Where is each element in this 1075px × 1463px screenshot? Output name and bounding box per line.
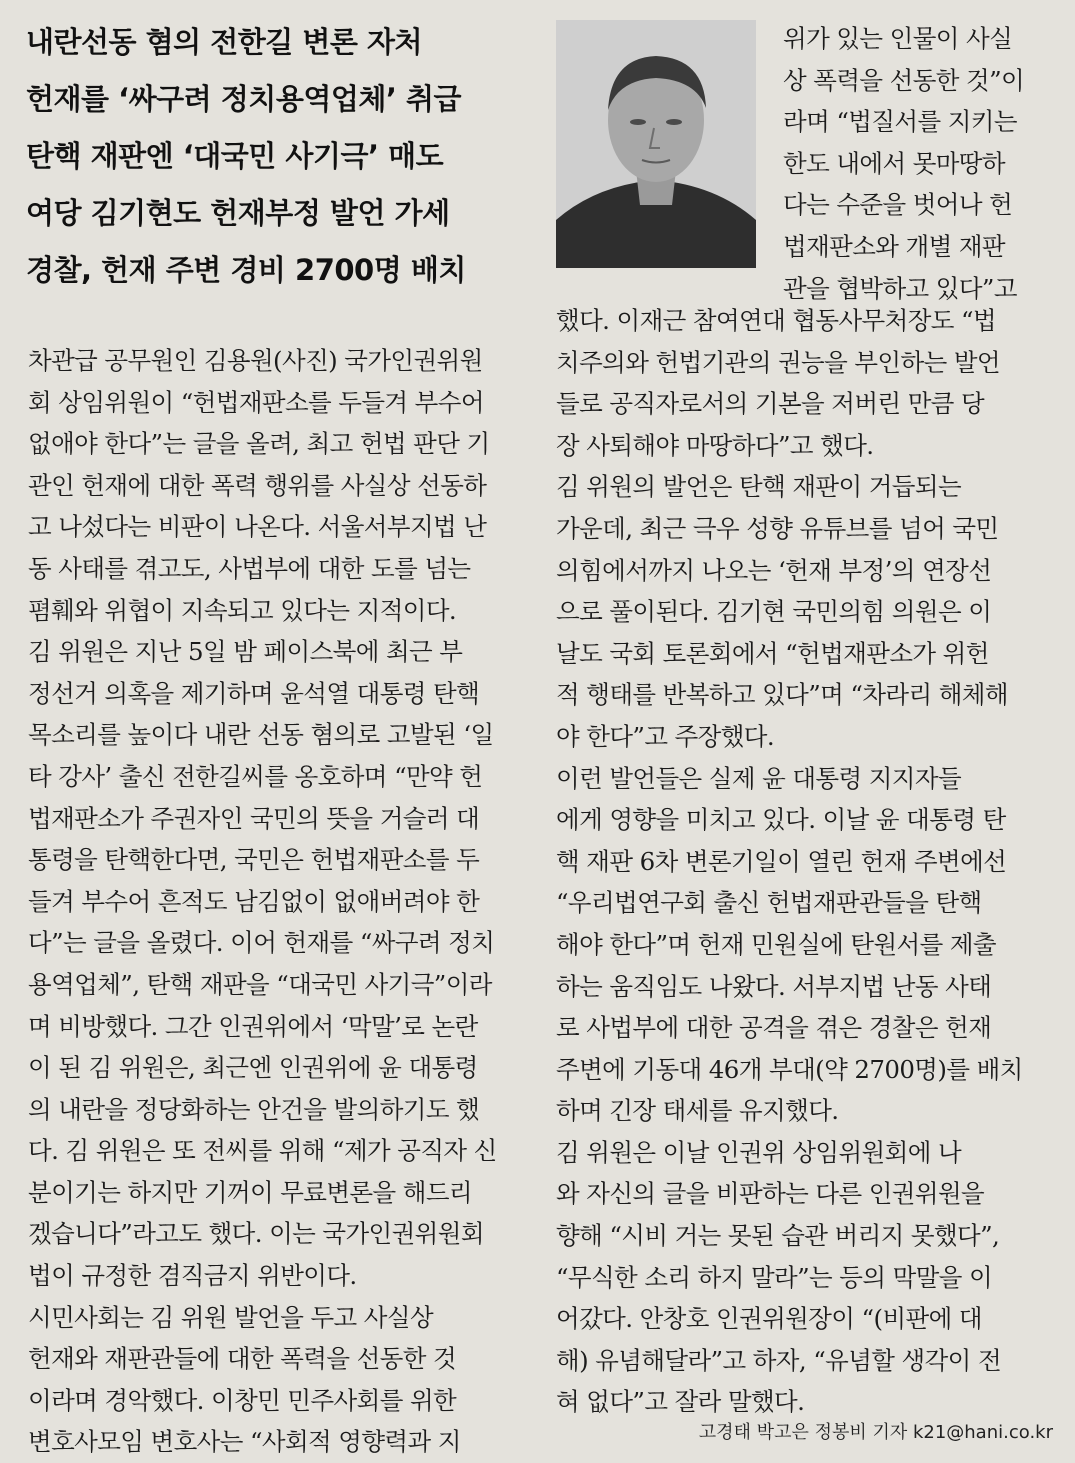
headline-line: 내란선동 혐의 전한길 변론 자처 — [26, 25, 423, 59]
text-line: 타 강사’ 출신 전한길씨를 옹호하며 “만약 헌 — [28, 761, 483, 791]
text-line: 며 비방했다. 그간 인권위에서 ‘막말’로 논란 — [28, 1011, 478, 1041]
text-line: 분이기는 하지만 기꺼이 무료변론을 해드리 — [28, 1177, 472, 1207]
text-line: 치주의와 헌법기관의 권능을 부인하는 발언 — [556, 347, 1000, 377]
text-line: 어갔다. 안창호 인권위원장이 “(비판에 대 — [556, 1304, 982, 1334]
text-line: 야 한다”고 주장했다. — [556, 721, 775, 751]
text-line: 하며 긴장 태세를 유지했다. — [556, 1096, 839, 1126]
text-line: 법재판소와 개별 재판 — [783, 231, 1005, 261]
text-line: 폄훼와 위협이 지속되고 있다는 지적이다. — [28, 595, 457, 625]
text-line: 라며 “법질서를 지키는 — [783, 107, 1017, 137]
text-line: 목소리를 높이다 내란 선동 혐의로 고발된 ‘일 — [28, 720, 494, 750]
text-line: 정선거 의혹을 제기하며 윤석열 대통령 탄핵 — [28, 678, 480, 708]
text-line: 겠습니다”라고도 했다. 이는 국가인권위원회 — [28, 1219, 484, 1249]
text-line: 이런 발언들은 실제 윤 대통령 지지자들 — [556, 763, 962, 793]
text-line: 김 위원은 지난 5일 밤 페이스북에 최근 부 — [28, 637, 463, 667]
headline-line: 여당 김기현도 헌재부정 발언 가세 — [26, 196, 450, 230]
text-line: 다. 김 위원은 또 전씨를 위해 “제가 공직자 신 — [28, 1136, 497, 1166]
text-line: 없애야 한다”는 글을 올려, 최고 헌법 판단 기 — [28, 429, 490, 459]
text-line: 주변에 기동대 46개 부대(약 2700명)를 배치 — [556, 1054, 1023, 1084]
headline-line: 탄핵 재판엔 ‘대국민 사기극’ 매도 — [26, 139, 444, 173]
text-line: 위가 있는 인물이 사실 — [783, 24, 1013, 53]
text-line: 의힘에서까지 나오는 ‘헌재 부정’의 연장선 — [556, 555, 992, 585]
text-line: 다”는 글을 올렸다. 이어 헌재를 “싸구려 정치 — [28, 928, 495, 958]
article-column-right-top — [783, 18, 1055, 309]
text-line: 이라며 경악했다. 이창민 민주사회를 위한 — [28, 1385, 457, 1415]
text-line: 다는 수준을 벗어나 헌 — [783, 190, 1013, 220]
text-line: 김 위원의 발언은 탄핵 재판이 거듭되는 — [556, 472, 962, 502]
text-line: 변호사모임 변호사는 “사회적 영향력과 지 — [28, 1427, 461, 1457]
text-line: 적 행태를 반복하고 있다”며 “차라리 해체해 — [556, 680, 1008, 710]
headline-line: 헌재를 ‘싸구려 정치용역업체’ 취급 — [26, 82, 462, 116]
text-line: 핵 재판 6차 변론기일이 열린 헌재 주변에선 — [556, 846, 1007, 876]
text-line: 관을 협박하고 있다”고 — [783, 273, 1017, 303]
headline-block — [26, 14, 526, 299]
article-column-left — [28, 340, 528, 1463]
text-line: 로 사법부에 대한 공격을 겪은 경찰은 헌재 — [556, 1013, 992, 1043]
text-line: 으로 풀이된다. 김기현 국민의힘 의원은 이 — [556, 597, 992, 627]
text-line: 상 폭력을 선동한 것”이 — [783, 65, 1025, 95]
text-line: 해야 한다”며 헌재 민원실에 탄원서를 제출 — [556, 929, 997, 959]
text-line: 관인 헌재에 대한 폭력 행위를 사실상 선동하 — [28, 470, 487, 500]
text-line: 용역업체”, 탄핵 재판을 “대국민 사기극”이라 — [28, 969, 492, 999]
text-line: 법재판소가 주권자인 국민의 뜻을 거슬러 대 — [28, 803, 480, 833]
byline: 고경태 박고은 정봉비 기자 k21@hani.co.kr — [698, 1422, 1053, 1443]
text-line: 하는 움직임도 나왔다. 서부지법 난동 사태 — [556, 971, 992, 1001]
text-line: 들겨 부수어 흔적도 남김없이 없애버려야 한 — [28, 886, 480, 916]
text-line: “우리법연구회 출신 헌법재판관들을 탄핵 — [556, 888, 982, 918]
text-line: 고 나섰다는 비판이 나온다. 서울서부지법 난 — [28, 512, 487, 542]
text-line: 의 내란을 정당화하는 안건을 발의하기도 했 — [28, 1094, 480, 1124]
text-line: 해) 유념해달라”고 하자, “유념할 생각이 전 — [556, 1345, 1002, 1375]
text-line: 와 자신의 글을 비판하는 다른 인권위원을 — [556, 1179, 985, 1209]
text-line: 혀 없다”고 잘라 말했다. — [556, 1387, 805, 1417]
text-line: 들로 공직자로서의 기본을 저버린 만큼 당 — [556, 389, 985, 419]
text-line: 가운데, 최근 극우 성향 유튜브를 넘어 국민 — [556, 513, 999, 543]
text-line: 향해 “시비 거는 못된 습관 버리지 못했다”, — [556, 1221, 1000, 1251]
text-line: 했다. 이재근 참여연대 협동사무처장도 “법 — [556, 306, 997, 335]
text-line: 헌재와 재판관들에 대한 폭력을 선동한 것 — [28, 1344, 457, 1374]
article-column-right — [556, 300, 1056, 1423]
text-line: 김 위원은 이날 인권위 상임위원회에 나 — [556, 1137, 962, 1167]
text-line: 통령을 탄핵한다면, 국민은 헌법재판소를 두 — [28, 845, 480, 875]
text-line: 장 사퇴해야 마땅하다”고 했다. — [556, 430, 874, 460]
text-line: 이 된 김 위원은, 최근엔 인권위에 윤 대통령 — [28, 1053, 478, 1083]
portrait-photo — [556, 20, 756, 268]
headline-line: 경찰, 헌재 주변 경비 2700명 배치 — [26, 253, 466, 287]
text-line: 한도 내에서 못마땅하 — [783, 148, 1005, 178]
text-line: 에게 영향을 미치고 있다. 이날 윤 대통령 탄 — [556, 805, 1006, 835]
text-line: 법이 규정한 겸직금지 위반이다. — [28, 1261, 357, 1291]
text-line: 차관급 공무원인 김용원(사진) 국가인권위원 — [28, 346, 483, 375]
text-line: 시민사회는 김 위원 발언을 두고 사실상 — [28, 1302, 434, 1332]
text-line: 동 사태를 겪고도, 사법부에 대한 도를 넘는 — [28, 553, 471, 583]
portrait-photo-icon — [556, 20, 756, 268]
text-line: “무식한 소리 하지 말라”는 등의 막말을 이 — [556, 1262, 993, 1292]
text-line: 날도 국회 토론회에서 “헌법재판소가 위헌 — [556, 638, 989, 668]
text-line: 회 상임위원이 “헌법재판소를 두들겨 부수어 — [28, 387, 484, 417]
